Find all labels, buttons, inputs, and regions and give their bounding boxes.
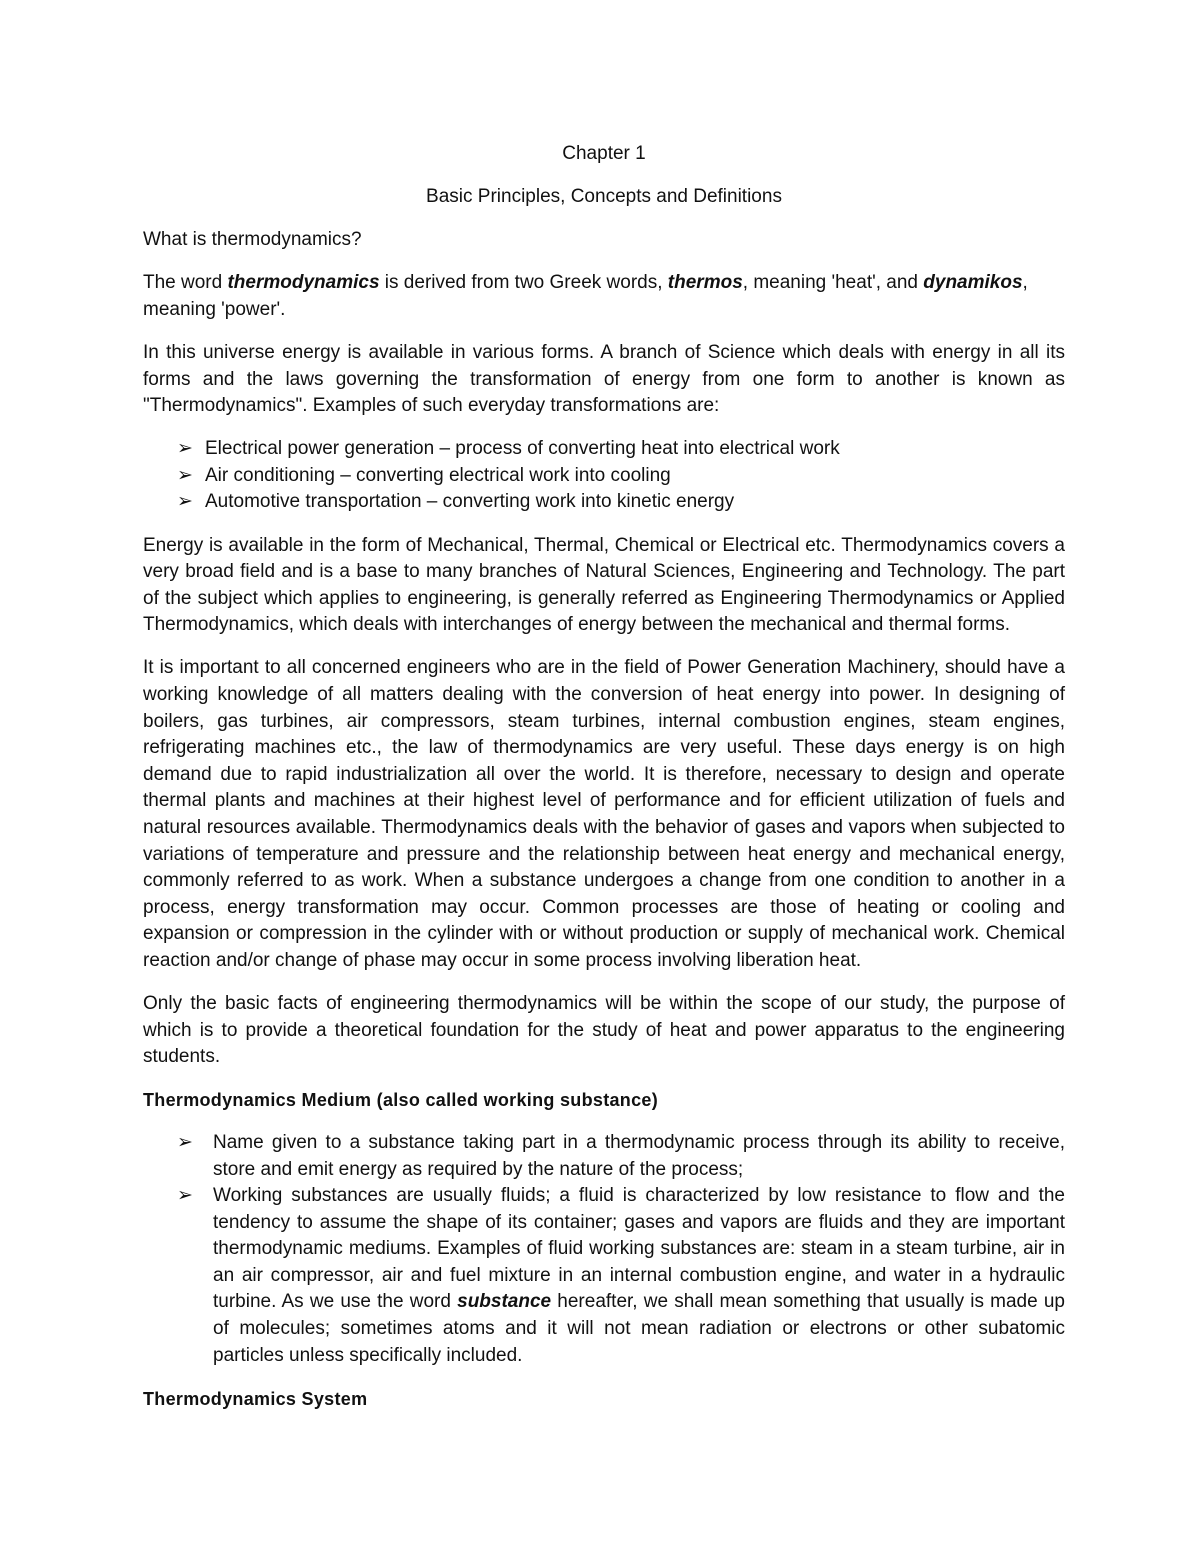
chapter-title: Basic Principles, Concepts and Definitions [426, 186, 782, 208]
list-item-text: Name given to a substance taking part in a thermodynamic process through its ability to receive, store and emit energy as required by the nature of the process; [213, 1131, 1065, 1180]
list-item-text: Electrical power generation – process of converting heat into electrical work [205, 438, 840, 460]
paragraph-importance: It is important to all concerned engineers who are in the field of Power Generation Machinery, should have a working knowledge of all matters dealing with the conversion of heat energy into power. In designing of boilers, gas turbines, air compressors, steam turbines, internal combustion engines, steam engines, refrigerating machines etc., the law of thermodynamics are very useful. These days energy is on high demand due to rapid industrialization all over the world. It is therefore, necessary to design and operate thermal plants and machines at their highest level of performance and for efficient utilization of fuels and natural resources available. Thermodynamics deals with the behavior of gases and vapors when subjected to variations of temperature and pressure and the relationship between heat energy and mechanical energy, commonly referred to as work. When a substance undergoes a change from one condition to another in a process, energy transformation may occur. Common processes are those of heating or cooling and expansion or compression in the cylinder with or without production or supply of mechanical work. Chemical reaction and/or change of phase may occur in some process involving liberation heat. [143, 657, 1065, 971]
term-thermos: thermos [667, 272, 743, 294]
text: , meaning 'power'. [143, 272, 1028, 320]
term-substance: substance [457, 1291, 552, 1313]
term-dynamikos: dynamikos [923, 272, 1023, 294]
text: The word [143, 272, 228, 294]
term-thermodynamics: thermodynamics [227, 272, 380, 294]
medium-list [143, 1130, 1065, 1369]
arrow-bullet-icon: ➢ [177, 438, 193, 460]
list-item [177, 1130, 1065, 1183]
document-page [143, 141, 1065, 1428]
text: is derived from two Greek words, [379, 272, 668, 294]
paragraph-etymology [143, 270, 1065, 323]
text: , meaning 'heat', and [742, 272, 924, 294]
paragraph-energy-forms: Energy is available in the form of Mechanical, Thermal, Chemical or Electrical etc. Thermodynamics covers a very broad field and is a base to many branches of Natural Sciences, Engineering and Technology. The part of the subject which applies to engineering, is generally referred as Engineering Thermodynamics or Applied Thermodynamics, which deals with interchanges of energy between the mechanical and thermal forms. [143, 534, 1065, 636]
section-question: What is thermodynamics? [143, 229, 362, 251]
arrow-bullet-icon: ➢ [177, 1131, 193, 1153]
list-item [177, 436, 1065, 463]
arrow-bullet-icon: ➢ [177, 464, 193, 486]
list-item-text: hereafter, we shall mean something that usually is made up of molecules; sometimes atoms and it will not mean radiation or electrons or other subatomic particles unless specifically included. [213, 1291, 1065, 1366]
chapter-number: Chapter 1 [562, 143, 646, 164]
list-item [177, 489, 1065, 516]
paragraph-scope: Only the basic facts of engineering thermodynamics will be within the scope of our study, the purpose of which is to provide a theoretical foundation for the study of heat and power apparatus to the engineering students. [143, 993, 1065, 1068]
paragraph-definition: In this universe energy is available in various forms. A branch of Science which deals with energy in all its forms and the laws governing the transformation of energy from one form to another is known as "Thermodynamics". Examples of such everyday transformations are: [143, 341, 1065, 417]
list-item [177, 1183, 1065, 1369]
list-item-text: Air conditioning – converting electrical work into cooling [205, 464, 671, 486]
list-item-text: Automotive transportation – converting work into kinetic energy [205, 491, 735, 513]
arrow-bullet-icon: ➢ [177, 1185, 193, 1207]
list-item-text: Working substances are usually fluids; a fluid is characterized by low resistance to flow and the tendency to assume the shape of its container; gases and vapors are fluids and they are important thermodynamic mediums. Examples of fluid working substances are: steam in a steam turbine, air in an air compressor, air and fuel mixture in an internal combustion engine, and water in a hydraulic turbine. As we use the word [213, 1185, 1065, 1313]
list-item [177, 463, 1065, 490]
heading-thermodynamics-medium: Thermodynamics Medium (also called working substance) [143, 1090, 659, 1111]
heading-thermodynamics-system: Thermodynamics System [143, 1388, 368, 1409]
arrow-bullet-icon: ➢ [177, 491, 193, 513]
examples-list [143, 436, 1065, 516]
